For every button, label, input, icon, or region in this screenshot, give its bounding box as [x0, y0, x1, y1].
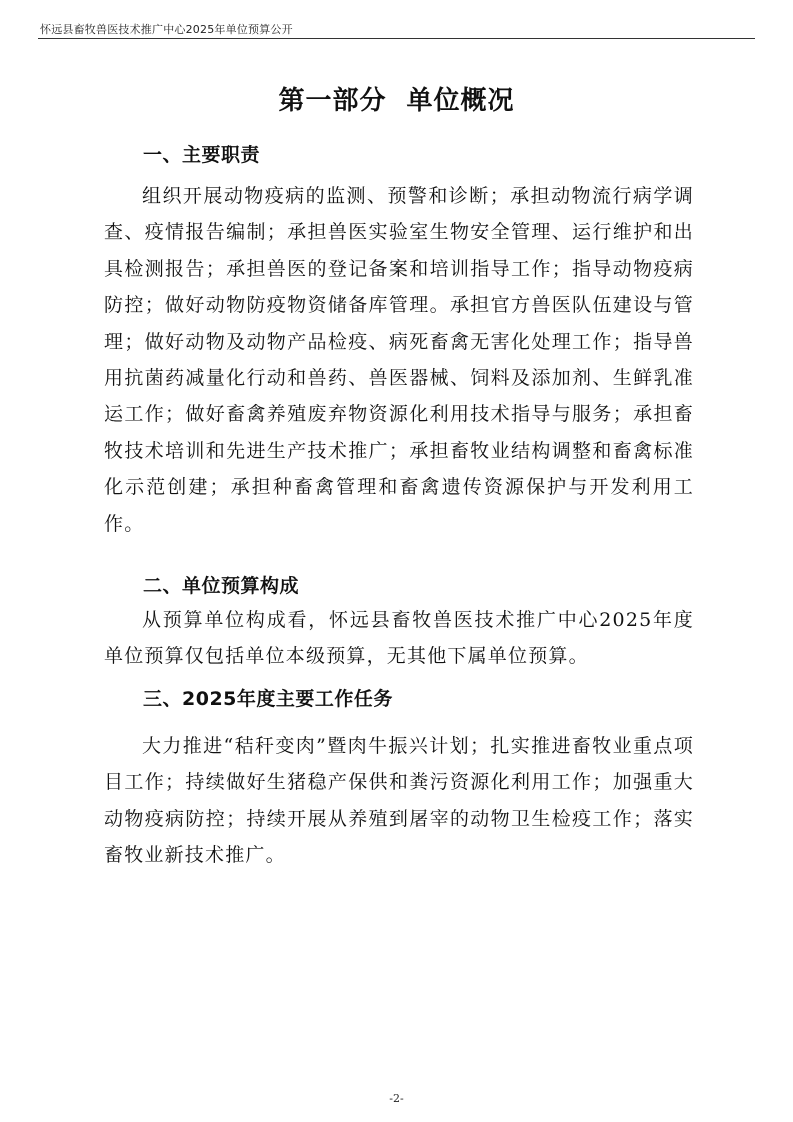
- header-divider: [38, 38, 755, 39]
- section-body-budget-composition: 从预算单位构成看，怀远县畜牧兽医技术推广中心2025年度单位预算仅包括单位本级预算，无其他下属单位预算。: [104, 609, 694, 668]
- section-body-duties: 组织开展动物疫病的监测、预警和诊断；承担动物流行病学调查、疫情报告编制；承担兽医实验室生物安全管理、运行维护和出具检测报告；承担兽医的登记备案和培训指导工作；指导动物疫病防控；做好动物防疫物资储备库管理。承担官方兽医队伍建设与管理；做好动物及动物产品检疫、病死畜禽无害化处理工作；指导兽用抗菌药减量化行动和兽药、兽医器械、饲料及添加剂、生鲜乳准运工作；做好畜禽养殖废弃物资源化利用技术指导与服务；承担畜牧技术培训和先进生产技术推广；承担畜牧业结构调整和畜禽标准化示范创建；承担种畜禽管理和畜禽遗传资源保护与开发利用工作。: [104, 185, 694, 535]
- page-title: 第一部分 单位概况: [278, 86, 515, 116]
- running-header: 怀远县畜牧兽医技术推广中心2025年单位预算公开: [40, 23, 293, 36]
- section-heading-duties: 一、主要职责: [143, 144, 261, 166]
- section-heading-budget-composition: 二、单位预算构成: [143, 575, 300, 597]
- section-body-work-tasks: 大力推进“秸秆变肉”暨肉牛振兴计划；扎实推进畜牧业重点项目工作；持续做好生猪稳产保供和粪污资源化利用工作；加强重大动物疫病防控；持续开展从养殖到屠宰的动物卫生检疫工作；落实畜牧业新技术推广。: [104, 735, 694, 867]
- page-number: -2-: [389, 1092, 404, 1105]
- section-heading-work-tasks: 三、2025年度主要工作任务: [143, 688, 393, 710]
